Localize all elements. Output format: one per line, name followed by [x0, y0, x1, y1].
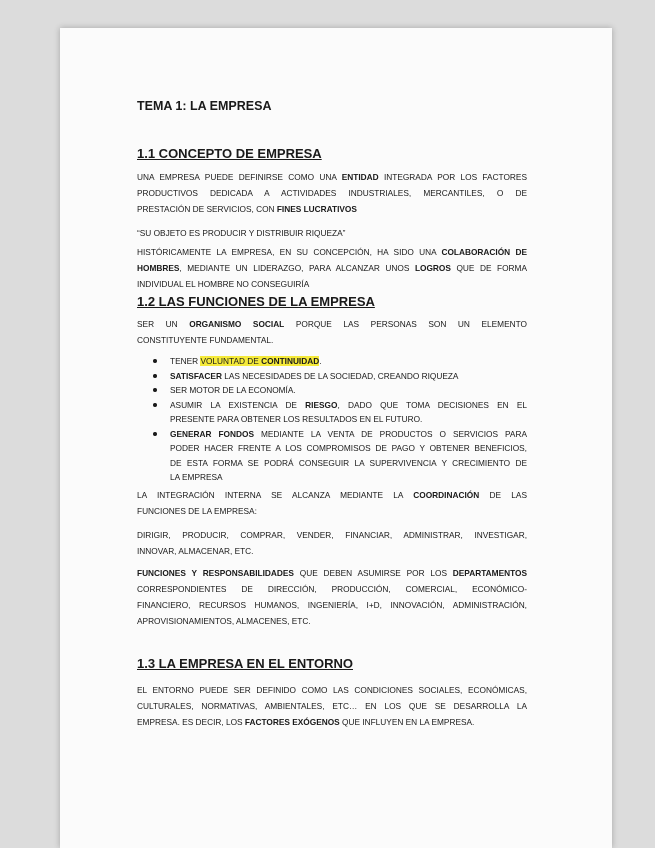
text-line	[170, 427, 527, 442]
bullet-item	[170, 427, 527, 485]
bold-text: HOMBRES	[137, 263, 180, 273]
text-line	[170, 354, 527, 369]
text-line	[137, 682, 527, 698]
section-heading-entorno: 1.3 LA EMPRESA EN EL ENTORNO	[137, 656, 353, 671]
text-line	[137, 613, 527, 629]
bold-text: ENTIDAD	[341, 172, 379, 182]
text-segment: DE ESTA FORMA SE PODRÁ CONSEGUIR LA SUPERVIVENCIA Y CRECIMIENTO DE	[170, 457, 527, 468]
text-segment: SER UN	[137, 319, 190, 329]
text-segment: PRODUCTIVOS DEDICADA A ACTIVIDADES INDUSTRIALES, MERCANTILES, O DE	[137, 188, 527, 198]
bold-text: RIESGO	[305, 399, 338, 410]
bullet-icon	[153, 374, 157, 378]
text-segment: CULTURALES, NORMATIVAS, AMBIENTALES, ETC… EN LOS QUE SE DESARROLLA LA	[137, 701, 527, 711]
text-segment: FINANCIERO, RECURSOS HUMANOS, INGENIERÍA, I+D, INNOVACIÓN, ADMINISTRACIÓN,	[137, 600, 527, 610]
text-line	[137, 244, 527, 260]
bold-text: GENERAR FONDOS	[170, 428, 254, 439]
text-segment: ASUMIR LA EXISTENCIA DE	[170, 399, 306, 410]
text-line	[137, 527, 527, 543]
text-line	[137, 503, 527, 519]
section-heading-concepto: 1.1 CONCEPTO DE EMPRESA	[137, 146, 322, 161]
bullet-icon	[153, 388, 157, 392]
bold-text: FINES LUCRATIVOS	[276, 204, 357, 214]
text-segment: QUE DEBEN ASUMIRSE POR LOS	[293, 568, 453, 578]
text-line	[137, 260, 527, 276]
text-segment: LA EMPRESA	[170, 472, 223, 482]
text-segment: , MEDIANTE UN LIDERAZGO, PARA ALCANZAR UNOS	[179, 263, 415, 273]
paragraph-departamentos	[137, 565, 527, 629]
text-segment: PRESTACIÓN DE SERVICIOS, CON	[137, 204, 277, 214]
paragraph-quote	[137, 225, 527, 241]
bullet-icon	[153, 403, 157, 407]
text-segment: , DADO QUE TOMA DECISIONES EN EL	[337, 399, 527, 410]
bold-text: DEPARTAMENTOS	[452, 568, 527, 578]
text-segment: INNOVAR, ALMACENAR, ETC.	[137, 546, 254, 556]
bullet-item	[170, 398, 527, 427]
text-segment: DIRIGIR, PRODUCIR, COMPRAR, VENDER, FINANCIAR, ADMINISTRAR, INVESTIGAR,	[137, 530, 527, 540]
bullet-icon	[153, 432, 157, 436]
text-segment: TENER	[170, 356, 201, 366]
paragraph-organismo-social	[137, 316, 527, 348]
highlighted-text: VOLUNTAD DE	[200, 356, 262, 366]
text-segment: DE LAS	[479, 490, 527, 500]
bold-text: FACTORES EXÓGENOS	[244, 717, 340, 727]
paragraph-integracion	[137, 487, 527, 519]
text-segment: CORRESPONDIENTES DE DIRECCIÓN, PRODUCCIÓN, COMERCIAL, ECONÓMICO-	[137, 584, 527, 594]
text-segment: .	[319, 356, 322, 366]
bold-text: LOGROS	[414, 263, 451, 273]
text-line	[137, 185, 527, 201]
bold-text: COLABORACIÓN DE	[441, 247, 527, 257]
text-line	[137, 201, 527, 217]
text-line	[137, 581, 527, 597]
text-line	[170, 398, 527, 413]
text-segment: PRESENTE PARA OBTENER LOS RESULTADOS EN EL FUTURO.	[170, 414, 423, 424]
text-segment: FUNCIONES DE LA EMPRESA:	[137, 506, 257, 516]
bullet-icon	[153, 359, 157, 363]
paragraph-funciones-lista	[137, 527, 527, 559]
text-segment: EMPRESA. ES DECIR, LOS	[137, 717, 245, 727]
text-line	[170, 456, 527, 471]
text-line	[170, 383, 527, 398]
bullet-item	[170, 369, 527, 384]
text-segment: LA INTEGRACIÓN INTERNA SE ALCANZA MEDIANTE LA	[137, 490, 414, 500]
text-segment: UNA EMPRESA PUEDE DEFINIRSE COMO UNA	[137, 172, 342, 182]
text-line	[137, 487, 527, 503]
text-line	[137, 698, 527, 714]
text-segment: EL ENTORNO PUEDE SER DEFINIDO COMO LAS CONDICIONES SOCIALES, ECONÓMICAS,	[137, 685, 527, 695]
paragraph-entorno	[137, 682, 527, 730]
bold-text: COORDINACIÓN	[413, 490, 480, 500]
paragraph-definicion	[137, 169, 527, 217]
section-heading-funciones: 1.2 LAS FUNCIONES DE LA EMPRESA	[137, 294, 375, 309]
text-segment: INTEGRADA POR LOS FACTORES	[378, 172, 527, 182]
bullet-item	[170, 354, 527, 369]
bold-text: FUNCIONES Y RESPONSABILIDADES	[137, 568, 294, 578]
highlighted-text: CONTINUIDAD	[261, 356, 320, 366]
bold-text: SATISFACER	[170, 370, 222, 381]
bold-text: ORGANISMO SOCIAL	[189, 319, 285, 329]
text-segment: PORQUE LAS PERSONAS SON UN ELEMENTO	[284, 319, 527, 329]
document-title: TEMA 1: LA EMPRESA	[137, 99, 272, 113]
text-line	[137, 316, 527, 332]
text-line	[137, 714, 527, 730]
text-line	[137, 169, 527, 185]
text-segment: CONSTITUYENTE FUNDAMENTAL.	[137, 335, 274, 345]
text-line	[170, 369, 527, 384]
text-line	[137, 565, 527, 581]
text-line	[170, 441, 527, 456]
text-segment: “SU OBJETO ES PRODUCIR Y DISTRIBUIR RIQUEZA”	[137, 228, 346, 238]
text-line	[137, 276, 527, 292]
text-line	[137, 225, 527, 241]
bullet-list	[170, 354, 527, 485]
text-segment: MEDIANTE LA VENTA DE PRODUCTOS O SERVICIOS PARA	[253, 428, 527, 439]
text-segment: PODER HACER FRENTE A LOS COMPROMISOS DE PAGO Y OBTENER BENEFICIOS,	[170, 443, 527, 453]
text-segment: QUE INFLUYEN EN LA EMPRESA.	[339, 717, 475, 727]
text-segment: HISTÓRICAMENTE LA EMPRESA, EN SU CONCEPCIÓN, HA SIDO UNA	[137, 247, 442, 257]
text-line	[170, 470, 527, 485]
text-line	[137, 332, 527, 348]
text-segment: INDIVIDUAL EL HOMBRE NO CONSEGUIRÍA	[137, 279, 310, 289]
text-line	[170, 412, 527, 427]
text-line	[137, 597, 527, 613]
text-segment: QUE DE FORMA	[450, 263, 527, 273]
text-segment: SER MOTOR DE LA ECONOMÍA.	[170, 385, 296, 395]
text-segment: LAS NECESIDADES DE LA SOCIEDAD, CREANDO RIQUEZA	[221, 370, 459, 381]
bullet-item	[170, 383, 527, 398]
text-segment: APROVISIONAMIENTOS, ALMACENES, ETC.	[137, 616, 311, 626]
text-line	[137, 543, 527, 559]
paragraph-historia	[137, 244, 527, 292]
